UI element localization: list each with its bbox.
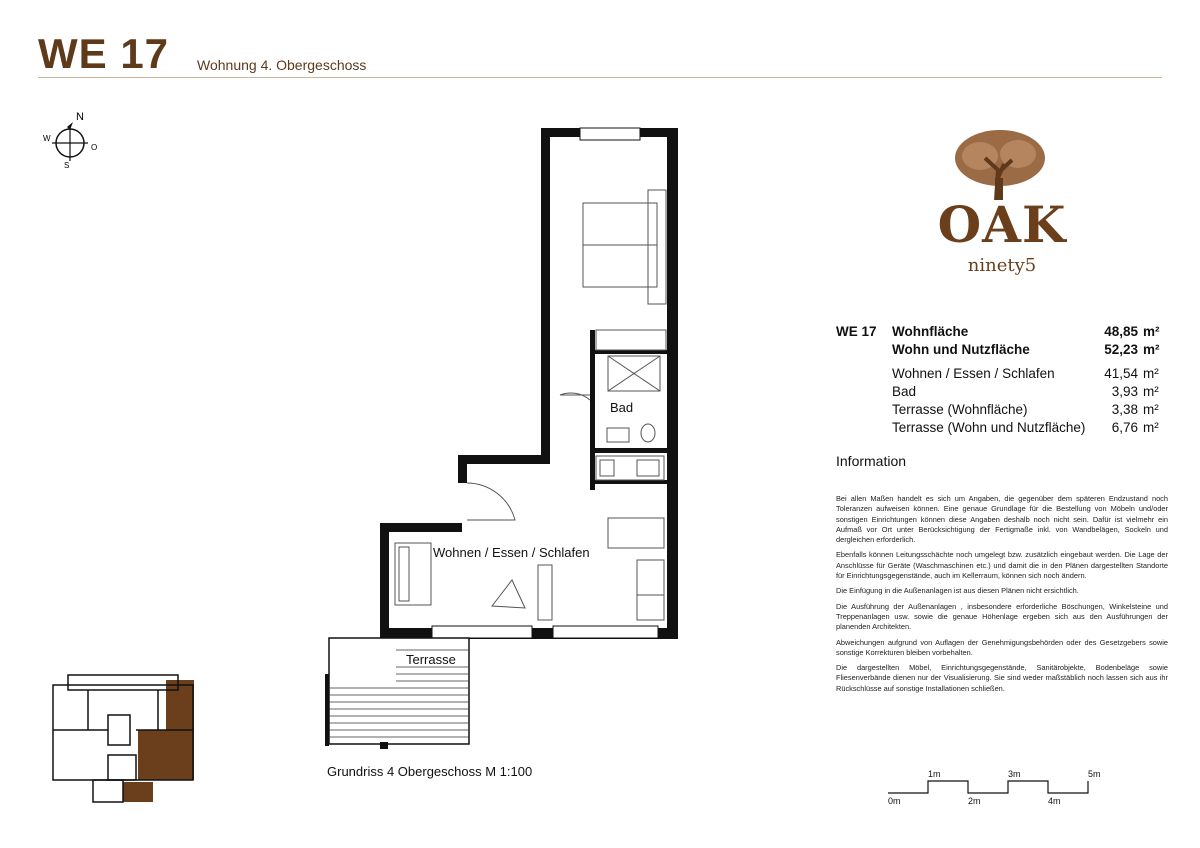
area-unit-sym: m² <box>1143 342 1160 357</box>
info-paragraph: Ebenfalls können Leitungsschächte noch umgelegt bzw. zusätzlich eingebaut werden. Die Lage der Anschlüsse für Geräte (Waschmaschinen etc.) und damit die in den Plänen dargestellten Standorte für Einrichtungsgegenstände, auch im Kellerraum, können sich noch ändern. <box>836 550 1168 581</box>
area-value: 3,38 <box>1111 402 1138 417</box>
scale-label: 0m <box>888 796 901 806</box>
compass-east: O <box>91 143 98 152</box>
area-value: 52,23 <box>1104 342 1138 357</box>
area-unit-sym: m² <box>1143 366 1159 381</box>
info-heading: Information <box>836 453 907 469</box>
scale-label: 4m <box>1048 796 1061 806</box>
area-row <box>836 341 1160 359</box>
compass-west: W <box>43 134 51 143</box>
area-row <box>836 323 1160 341</box>
info-paragraph: Bei allen Maßen handelt es sich um Angaben, die gegenüber dem späteren Endzustand noch Toleranzen aufweisen können. Eine genaue Grundlage für die Bestellung von Möbeln und/oder sonstigen Einrichtungen können diese Angaben deshalb noch nicht sein. Dafür ist vielmehr ein Aufmaß vor Ort unter Berücksichtigung der Fertigmaße inkl. von Wandbelägen, Sockeln und dergleichen erforderlich. <box>836 494 1168 545</box>
label-living: Wohnen / Essen / Schlafen <box>433 545 590 560</box>
area-label: Bad <box>892 384 917 399</box>
area-label: Terrasse (Wohn und Nutzfläche) <box>892 420 1086 435</box>
area-unit-sym: m² <box>1143 402 1159 417</box>
info-paragraph: Die dargestellten Möbel, Einrichtungsgegenstände, Sanitärobjekte, Bodenbeläge sowie Fliesenverbände dienen nur der Visualisierung. Sie sind weder maßstäblich noch lassen sich aus ihr Rückschlüsse auf sonstige Installationen schließen. <box>836 663 1168 693</box>
unit-subtitle: Wohnung 4. Obergeschoss <box>197 57 367 73</box>
area-label: Wohnen / Essen / Schlafen <box>892 366 1055 381</box>
plan-toilet <box>641 424 655 442</box>
area-unit-sym: m² <box>1143 324 1160 339</box>
info-body <box>836 494 1168 699</box>
unit-title: WE 17 <box>38 30 170 77</box>
area-unit-sym: m² <box>1143 420 1159 435</box>
area-row <box>836 401 1160 419</box>
label-bath: Bad <box>610 400 634 415</box>
area-row <box>836 365 1160 383</box>
plan-entrance-door <box>467 483 515 520</box>
tree-logo-icon <box>950 128 1050 203</box>
plan-sofa <box>395 543 431 605</box>
info-paragraph: Abweichungen aufgrund von Auflagen der Genehmigungsbehörden oder des Gesetzgebers sowie sonstige Korrekturen bleiben vorbehalten. <box>836 637 1168 657</box>
scale-label: 5m <box>1088 769 1101 779</box>
area-label: Wohnfläche <box>892 324 969 339</box>
plan-sink <box>607 428 629 442</box>
plan-bath-door <box>560 393 590 400</box>
plan-sideboard <box>538 565 552 620</box>
info-paragraph: Die Einfügung in die Außenanlagen ist aus diesen Plänen nicht ersichtlich. <box>836 586 1079 596</box>
area-table <box>836 323 1160 437</box>
area-label: Terrasse (Wohnfläche) <box>892 402 1028 417</box>
label-terrace: Terrasse <box>406 652 456 667</box>
plan-caption: Grundriss 4 Obergeschoss M 1:100 <box>327 764 533 779</box>
key-plan <box>48 670 198 805</box>
plan-wardrobe <box>596 330 666 350</box>
compass-north: N <box>76 111 84 123</box>
info-paragraph: Die Ausführung der Außenanlagen , insbesondere erforderliche Böschungen, Winkelsteine und Treppenanlagen usw. sowie die genaue Höhenlage ergeben sich aus den Ausführungen der planenden Architekten. <box>836 601 1168 632</box>
scale-label: 2m <box>968 796 981 806</box>
scale-bar-graphic <box>880 765 1110 805</box>
plan-bed <box>583 190 666 304</box>
area-value: 41,54 <box>1104 366 1138 381</box>
scale-bar <box>880 765 1110 805</box>
area-unit: WE 17 <box>836 324 877 339</box>
area-row <box>836 419 1160 437</box>
plan-table <box>492 580 525 608</box>
logo-subtitle: ninety5 <box>967 255 1037 276</box>
scale-label: 1m <box>928 769 941 779</box>
area-row <box>836 383 1160 401</box>
logo-wordmark: OAK <box>937 195 1067 254</box>
area-value: 48,85 <box>1104 324 1138 339</box>
area-value: 3,93 <box>1111 384 1138 399</box>
scale-label: 3m <box>1008 769 1021 779</box>
plan-drain <box>380 742 388 749</box>
area-value: 6,76 <box>1111 420 1138 435</box>
area-label: Wohn und Nutzfläche <box>892 342 1030 357</box>
area-unit-sym: m² <box>1143 384 1159 399</box>
compass-south: S <box>64 161 70 170</box>
plan-shower <box>608 356 660 391</box>
